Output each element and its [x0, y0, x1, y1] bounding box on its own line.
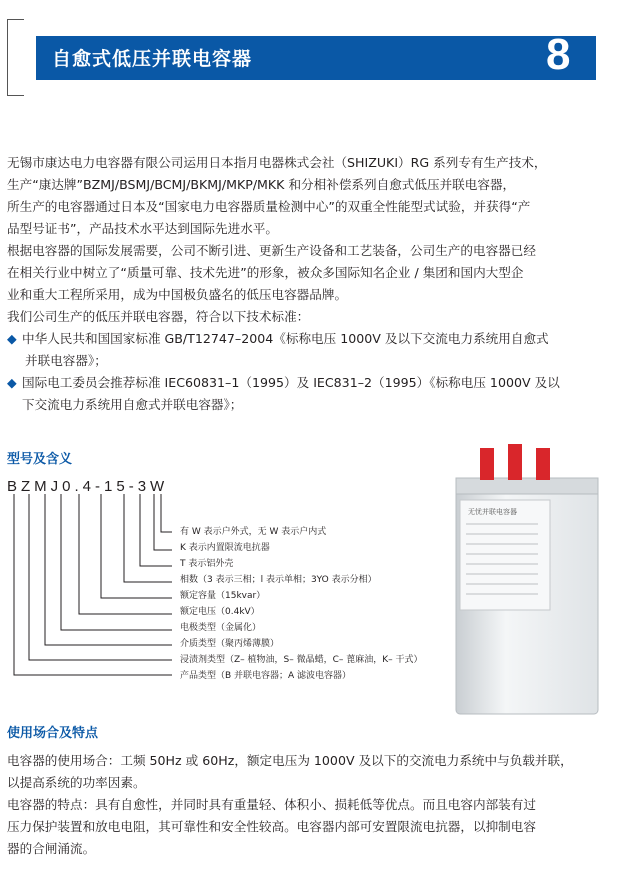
model-code: BZMJ0.4-15-3W: [7, 478, 169, 495]
bracket-line: [140, 494, 172, 566]
usage-line: 以提高系统的功率因素。: [7, 775, 146, 790]
intro-line: 根据电容器的国际发展需要，公司不断引进、更新生产设备和工艺装备，公司生产的电容器已经: [7, 243, 536, 258]
legend-item: 有 W 表示户外式，无 W 表示户内式: [180, 527, 327, 537]
legend-item: 电极类型（金属化）: [180, 623, 262, 633]
legend-item: K 表示内置限流电抗器: [180, 543, 270, 553]
bracket-line: [124, 494, 172, 582]
intro-line: 生产“康达牌”BZMJ/BSMJ/BCMJ/BKMJ/MKP/MKK 和分相补偿系列自愈式低压并联电容器，: [7, 177, 516, 192]
legend-item: 浸渍剂类型（Z– 植物油，S– 微晶蜡，C– 蓖麻油，K– 干式）: [180, 655, 423, 665]
standard-item: ◆ 中华人民共和国国家标准 GB/T12747–2004《标称电压 1000V 及以下交流电力系统用自愈式: [7, 328, 587, 351]
legend-item: T 表示铝外壳: [180, 559, 234, 569]
intro-line: 业和重大工程所采用，成为中国极负盛名的低压电容器品牌。: [7, 287, 348, 302]
product-label: 无忧并联电容器: [468, 508, 517, 516]
legend-item: 额定容量（15kvar）: [180, 591, 266, 601]
intro-line: 无锡市康达电力电容器有限公司运用日本指月电器株式会社（SHIZUKI）RG 系列专有生产技术，: [7, 155, 547, 170]
header-bracket: [7, 19, 24, 96]
usage-heading: 使用场合及特点: [7, 726, 99, 741]
bracket-line: [61, 494, 172, 630]
intro-line: 品型号证书”，产品技术水平达到国际先进水平。: [7, 221, 278, 236]
bracket-line: [79, 494, 172, 614]
standard-item-cont: 下交流电力系统用自愈式并联电容器》；: [22, 397, 243, 412]
intro-line: 在相关行业中树立了“质量可靠、技术先进”的形象，被众多国际知名企业 / 集团和国内大型企: [7, 265, 524, 280]
capacitor-product-image: [418, 440, 604, 720]
legend-item: 额定电压（0.4kV）: [180, 607, 260, 617]
bracket-line: [14, 494, 172, 675]
page-number: 8: [546, 30, 571, 79]
bracket-line: [161, 494, 172, 532]
intro-line: 所生产的电容器通过日本及“国家电力电容器质量检测中心”的双重全性能型式试验，并获得“产: [7, 199, 531, 214]
diamond-bullet-icon: ◆: [7, 375, 17, 390]
legend-item: 介质类型（聚丙烯薄膜）: [180, 639, 280, 649]
intro-line: 我们公司生产的低压并联电容器，符合以下技术标准：: [7, 309, 310, 324]
bracket-line: [45, 494, 172, 645]
standard-item: ◆ 国际电工委员会推荐标准 IEC60831–1（1995）及 IEC831–2（1995）《标称电压 1000V 及以: [7, 372, 587, 395]
standard-item-cont: 并联电容器》；: [25, 353, 107, 368]
usage-line: 压力保护装置和放电电阻，其可靠性和安全性较高。电容器内部可安置限流电抗器，以抑制电容: [7, 819, 536, 834]
diamond-bullet-icon: ◆: [7, 331, 17, 346]
legend-item: 相数（3 表示三相；l 表示单相；3YO 表示分相）: [180, 575, 377, 585]
usage-line: 电容器的特点：具有自愈性，并同时具有重量轻、体积小、损耗低等优点。而且电容内部装有过: [7, 797, 536, 812]
page-title: 自愈式低压并联电容器: [52, 48, 253, 70]
model-heading: 型号及含义: [7, 452, 73, 467]
usage-line: 器的合闸涌流。: [7, 841, 96, 856]
usage-line: 电容器的使用场合：工频 50Hz 或 60Hz，额定电压为 1000V 及以下的交流电力系统中与负载并联，: [7, 753, 573, 768]
legend-item: 产品类型（B 并联电容器；A 滤波电容器）: [180, 671, 352, 681]
bracket-line: [154, 494, 172, 550]
